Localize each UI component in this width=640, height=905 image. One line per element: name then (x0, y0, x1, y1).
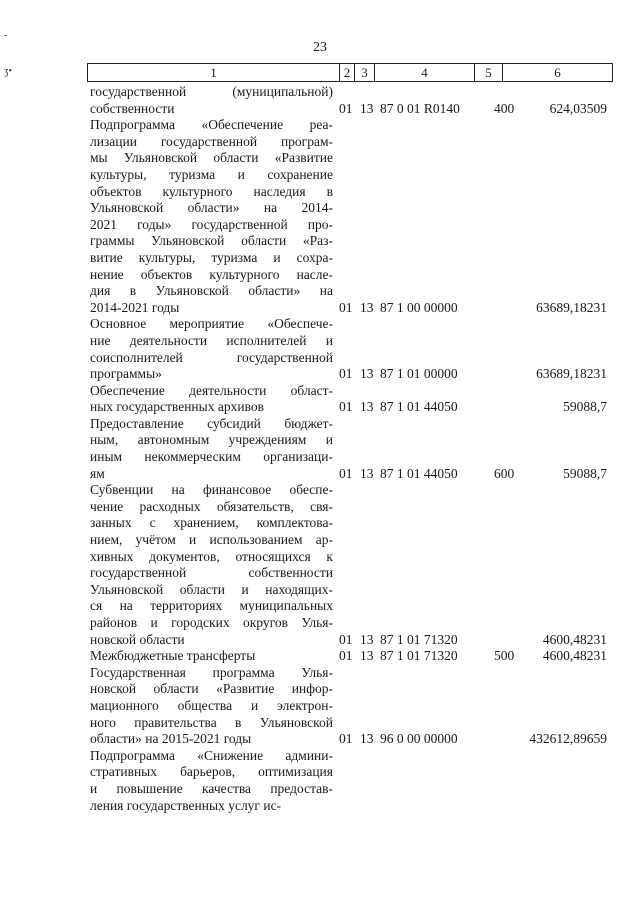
description-line: Предоставление субсидий бюджет- (90, 415, 333, 431)
description-line: 2021 годы» государственной про- (90, 216, 333, 232)
description-line: собственности (90, 100, 175, 116)
cell-c6: 4600,48231 (542, 631, 607, 647)
cell-c2: 01 (339, 465, 353, 481)
row-description (90, 482, 333, 648)
row-description (90, 117, 333, 316)
description-line: 2014-2021 годы (90, 299, 180, 315)
cell-c2: 01 (339, 399, 353, 415)
cell-c4: 87 0 01 R0140 (380, 100, 460, 116)
description-line: Подпрограмма «Снижение админи- (90, 747, 333, 763)
cell-c6: 4600,48231 (542, 648, 607, 664)
header-col-5: 5 (475, 64, 503, 82)
description-line: объектов культурного наследия в (90, 183, 333, 199)
description-line: районов и городских округов Улья- (90, 615, 333, 630)
description-line: и повышение качества предостав- (90, 780, 333, 796)
description-line: Обеспечение деятельности област- (90, 382, 333, 398)
description-line: граммы Ульяновской области «Раз- (90, 233, 333, 249)
row-codes (333, 466, 607, 483)
description-line: мационного общества и электрон- (90, 697, 333, 713)
cell-c4: 87 1 00 00000 (380, 299, 458, 315)
table-row (90, 416, 610, 482)
table-row (90, 748, 610, 814)
cell-c6: 63689,18231 (536, 299, 607, 315)
cell-c3: 13 (360, 399, 374, 415)
description-line: витие культуры, туризма и сохра- (90, 249, 333, 265)
cell-c3: 13 (360, 631, 374, 647)
description-line: ного правительства в Ульяновской (90, 714, 333, 730)
description-line: соисполнителей государственной (90, 349, 333, 365)
cell-c6: 63689,18231 (536, 366, 607, 382)
cell-c3: 13 (360, 465, 374, 481)
row-codes (333, 731, 607, 748)
description-line: чение расходных обязательств, свя- (90, 498, 333, 514)
cell-c2: 01 (339, 731, 353, 747)
cell-c2: 01 (339, 631, 353, 647)
header-col-3: 3 (355, 64, 375, 82)
description-line: занных с хранением, комплектова- (90, 515, 333, 531)
description-line: ям (90, 465, 105, 481)
cell-c3: 13 (360, 648, 374, 664)
row-codes (333, 399, 607, 416)
cell-c6: 59088,7 (563, 399, 607, 415)
description-line: лизации государственной програм- (90, 133, 333, 149)
row-codes (333, 366, 607, 383)
table-row (90, 383, 610, 416)
description-line: хивных документов, относящихся к (90, 548, 333, 564)
cell-c6: 432612,89659 (529, 731, 607, 747)
margin-mark: ʒ• (4, 66, 12, 77)
table-row (90, 84, 610, 117)
cell-c4: 96 0 00 00000 (380, 731, 458, 747)
description-line: государственной собственности (90, 565, 333, 581)
cell-c2: 01 (339, 366, 353, 382)
cell-c6: 59088,7 (563, 465, 607, 481)
cell-c6: 624,03509 (549, 100, 607, 116)
description-line: дия в Ульяновской области» на (90, 283, 333, 299)
header-col-6: 6 (503, 64, 613, 82)
cell-c5: 400 (494, 100, 515, 116)
cell-c4: 87 1 01 44050 (380, 465, 458, 481)
row-codes (333, 300, 607, 317)
table-row (90, 482, 610, 648)
description-line: Ульяновской области и находящих- (90, 581, 333, 597)
description-line: ления государственных услуг ис- (90, 797, 282, 813)
cell-c5: 500 (494, 648, 515, 664)
description-line: государственной (муниципальной) (90, 84, 333, 99)
cell-c3: 13 (360, 731, 374, 747)
row-description (90, 84, 333, 117)
description-line: ся на территориях муниципальных (90, 598, 333, 614)
header-col-2: 2 (340, 64, 355, 82)
cell-c5 (494, 366, 524, 383)
description-line: области» на 2015-2021 годы (90, 731, 252, 747)
cell-c3: 13 (360, 299, 374, 315)
header-col-4: 4 (375, 64, 475, 82)
header-col-1: 1 (88, 64, 340, 82)
cell-c4: 87 1 01 44050 (380, 399, 458, 415)
row-description (90, 748, 333, 814)
cell-c4: 87 1 01 71320 (380, 648, 458, 664)
cell-c5 (494, 731, 524, 748)
row-codes (333, 648, 607, 665)
description-line: нение объектов культурного насле- (90, 266, 333, 282)
description-line: Подпрограмма «Обеспечение реа- (90, 117, 333, 133)
description-line: иным некоммерческим организаци- (90, 449, 333, 465)
cell-c4: 87 1 01 00000 (380, 366, 458, 382)
description-line: новской области «Развитие инфор- (90, 681, 333, 697)
description-line: ных государственных архивов (90, 399, 264, 415)
cell-c5 (494, 300, 524, 317)
table-row (90, 665, 610, 748)
table-row (90, 117, 610, 316)
cell-c3: 13 (360, 366, 374, 382)
cell-c3: 13 (360, 100, 374, 116)
cell-c5 (494, 632, 524, 649)
description-line: ние деятельности исполнителей и (90, 332, 333, 348)
description-line: Субвенции на финансовое обеспе- (90, 482, 333, 498)
row-description (90, 316, 333, 382)
description-line: Межбюджетные трансферты (90, 648, 256, 664)
description-line: Государственная программа Улья- (90, 664, 333, 680)
table-header (87, 63, 613, 82)
table-body (90, 84, 610, 814)
description-line: нием, учётом и использованием ар- (90, 532, 333, 548)
cell-c5: 600 (494, 465, 515, 481)
description-line: программы» (90, 366, 162, 382)
description-line: ным, автономным учреждениям и (90, 432, 333, 448)
page-number: 23 (313, 40, 327, 55)
cell-c2: 01 (339, 648, 353, 664)
table-row (90, 648, 610, 665)
row-description (90, 665, 333, 748)
row-description (90, 416, 333, 482)
cell-c2: 01 (339, 100, 353, 116)
row-codes (333, 101, 607, 118)
description-line: Основное мероприятие «Обеспече- (90, 316, 333, 332)
description-line: мы Ульяновской области «Развитие (90, 150, 333, 166)
row-codes (333, 632, 607, 649)
row-description (90, 383, 333, 416)
cell-c2: 01 (339, 299, 353, 315)
table-row (90, 316, 610, 382)
cell-c4: 87 1 01 71320 (380, 631, 458, 647)
cell-c5 (494, 399, 524, 416)
margin-mark: - (4, 30, 8, 41)
row-description (90, 648, 333, 665)
description-line: культуры, туризма и сохранение (90, 166, 333, 182)
description-line: новской области (90, 631, 185, 647)
description-line: стративных барьеров, оптимизация (90, 764, 333, 780)
description-line: Ульяновской области» на 2014- (90, 200, 333, 216)
